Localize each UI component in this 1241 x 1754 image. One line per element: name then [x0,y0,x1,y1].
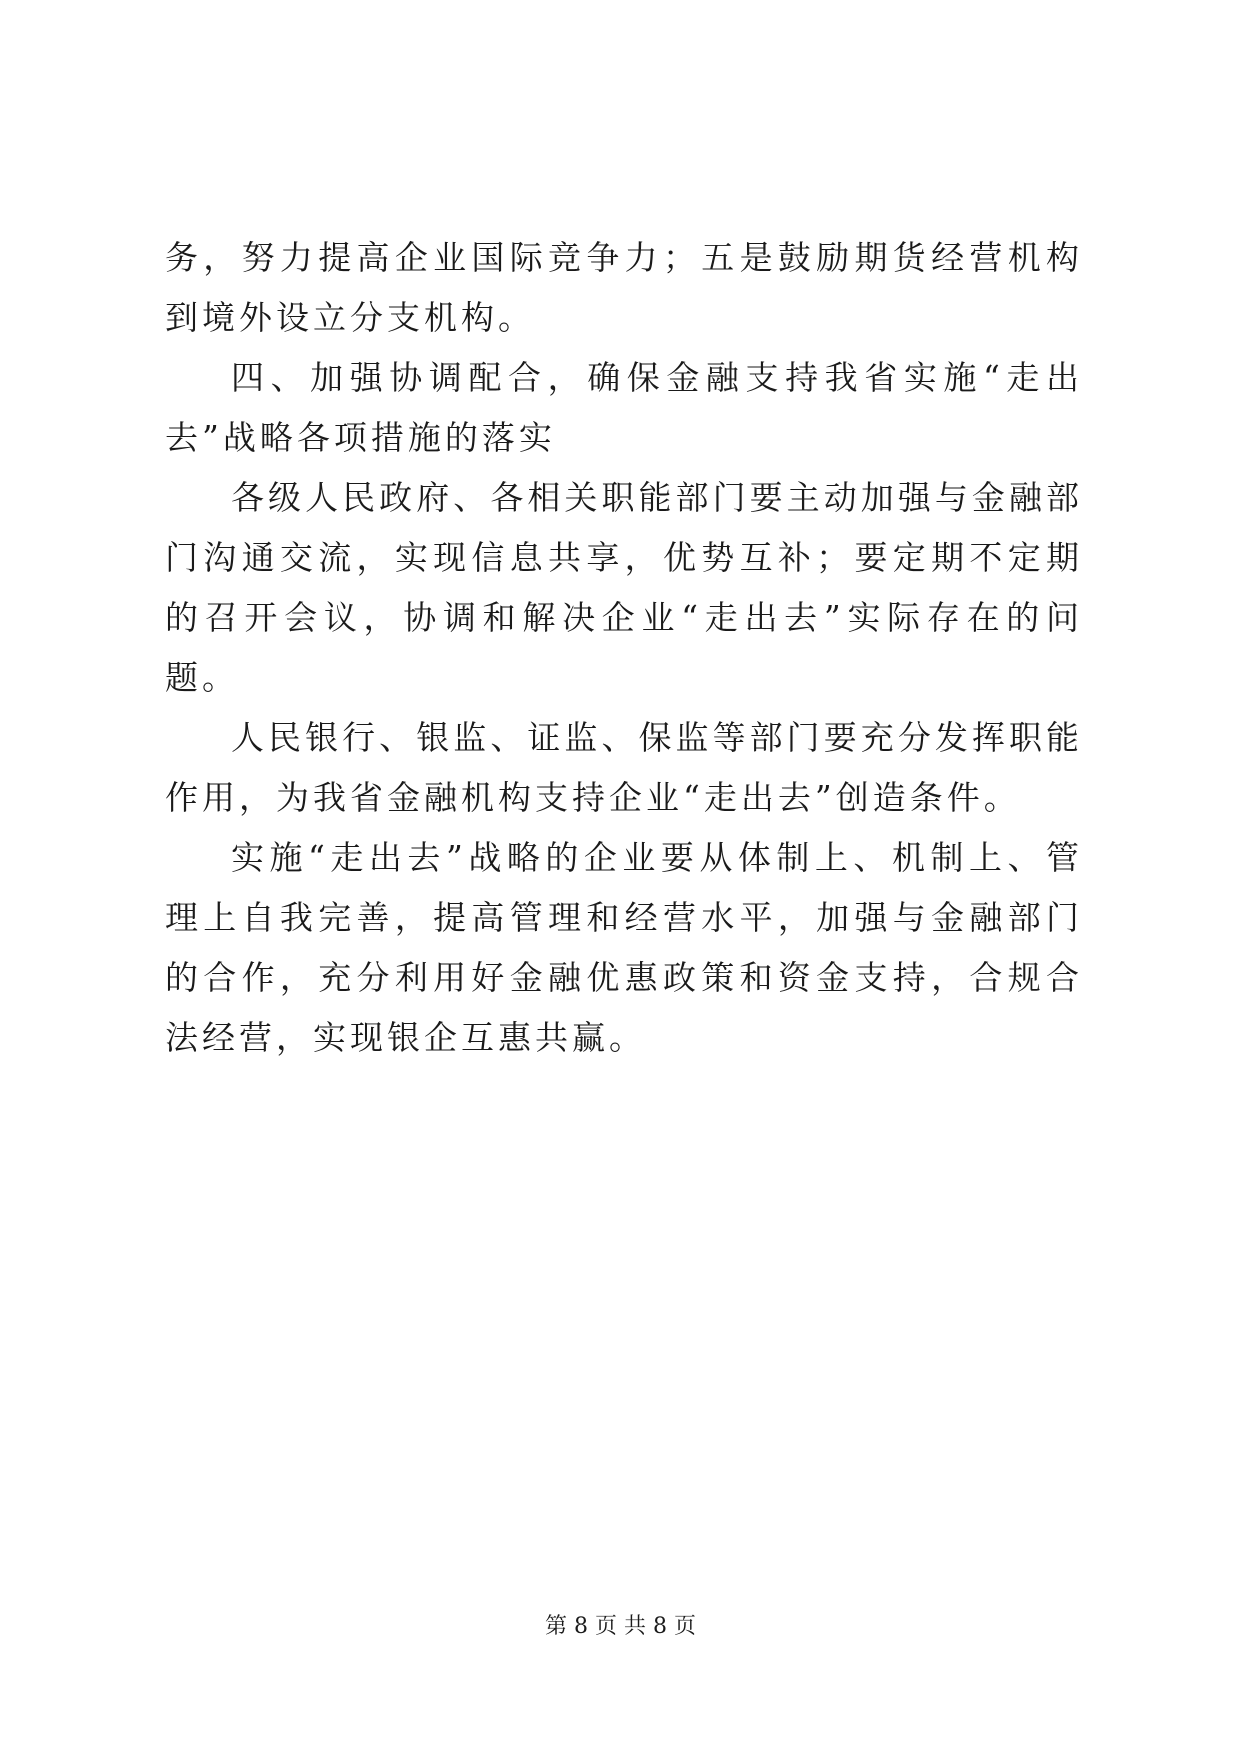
document-body [165,228,1083,1068]
paragraph: 人民银行、银监、证监、保监等部门要充分发挥职能作用，为我省金融机构支持企业“走出去”创造条件。 [165,718,1083,817]
section-heading: 四、加强协调配合，确保金融支持我省实施“走出去”战略各项措施的落实 [165,358,1083,457]
page-number-footer: 第 8 页 共 8 页 [545,1614,696,1639]
paragraph: 各级人民政府、各相关职能部门要主动加强与金融部门沟通交流，实现信息共享，优势互补；要定期不定期的召开会议，协调和解决企业“走出去”实际存在的问题。 [165,478,1083,697]
paragraph-continuation: 务，努力提高企业国际竞争力；五是鼓励期货经营机构到境外设立分支机构。 [165,238,1083,337]
paragraph: 实施“走出去”战略的企业要从体制上、机制上、管理上自我完善，提高管理和经营水平，加强与金融部门的合作，充分利用好金融优惠政策和资金支持，合规合法经营，实现银企互惠共赢。 [165,838,1083,1057]
